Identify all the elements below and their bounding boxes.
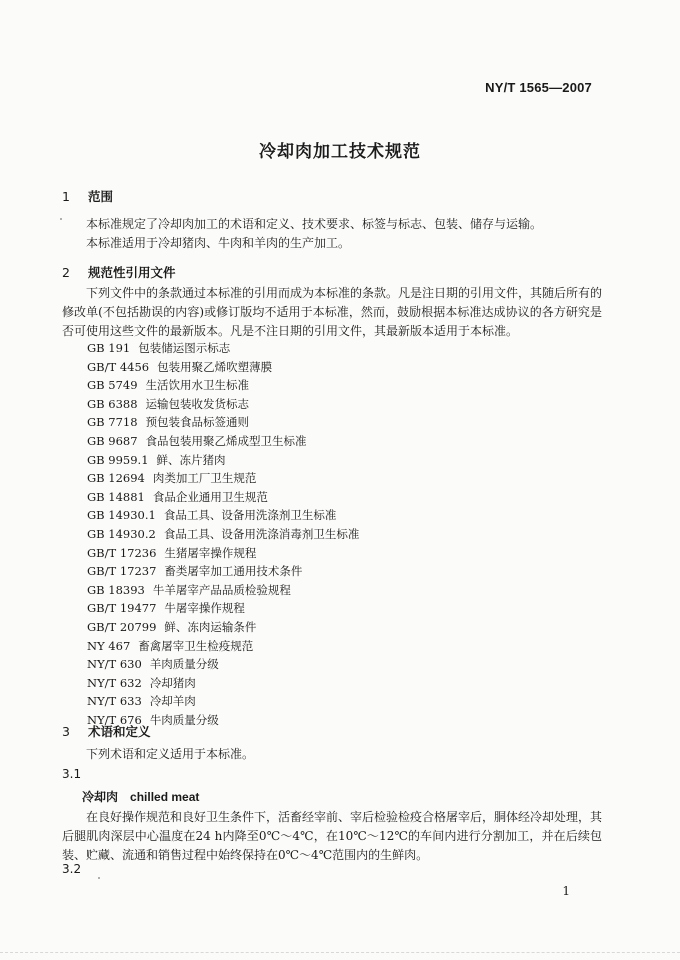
reference-title: 冷却羊肉	[149, 694, 196, 709]
scope-paragraph-1: 本标准规定了冷却肉加工的术语和定义、技术要求、标签与标志、包装、储存与运输。	[86, 217, 543, 231]
reference-code: GB 7718	[87, 415, 138, 430]
reference-item	[87, 376, 359, 395]
standard-code: NY/T 1565—2007	[485, 80, 592, 95]
page-number: 1	[562, 884, 570, 898]
reference-title: 肉类加工厂卫生规范	[152, 471, 257, 486]
term-definition: 在良好操作规范和良好卫生条件下，活畜经宰前、宰后检验检疫合格屠宰后，胴体经冷却处理，其后腿肌肉深层中心温度在24 h内降至0℃～4℃，在10℃～12℃的车间内进行分割加工，并在后续包装、贮藏、流通和销售过程中始终保持在0℃～4℃范围内的生鲜肉。	[62, 810, 603, 862]
reference-item	[87, 488, 359, 507]
terms-intro: 下列术语和定义适用于本标准。	[86, 747, 255, 761]
reference-item	[87, 674, 359, 693]
reference-title: 羊肉质量分级	[149, 657, 219, 672]
reference-title: 冷却猪肉	[149, 675, 196, 690]
scan-speck	[60, 218, 62, 220]
reference-code: GB 18393	[87, 582, 145, 597]
section-number: 2	[62, 265, 70, 280]
reference-title: 预包装食品标签通则	[145, 415, 250, 430]
reference-code: GB 14930.1	[87, 508, 156, 523]
reference-code: GB 14881	[87, 489, 145, 504]
reference-item	[87, 506, 359, 525]
section-title: 术语和定义	[88, 724, 151, 739]
reference-code: GB/T 17236	[87, 545, 157, 560]
reference-code: NY/T 630	[87, 657, 142, 672]
reference-title: 牛羊屠宰产品品质检验规程	[152, 582, 291, 597]
section-2-heading	[62, 263, 176, 281]
reference-item	[87, 413, 359, 432]
reference-item	[87, 339, 359, 358]
reference-title: 生活饮用水卫生标准	[145, 378, 250, 393]
reference-code: NY/T 633	[87, 694, 142, 709]
reference-item	[87, 395, 359, 414]
reference-item	[87, 432, 359, 451]
reference-title: 畜禽屠宰卫生检疫规范	[138, 638, 254, 653]
reference-item	[87, 655, 359, 674]
reference-item	[87, 525, 359, 544]
reference-item	[87, 581, 359, 600]
clause-3-1-number: 3.1	[62, 767, 82, 781]
reference-item	[87, 599, 359, 618]
scan-edge-line	[0, 952, 680, 953]
page-title: 冷却肉加工技术规范	[259, 142, 421, 162]
references-intro: 下列文件中的条款通过本标准的引用而成为本标准的条款。凡是注日期的引用文件，其随后所有的修改单(不包括勘误的内容)或修订版均不适用于本标准，然而，鼓励根据本标准达成协议的各方研究是否可使用这些文件的最新版本。凡是不注日期的引用文件，其最新版本适用于本标准。	[62, 286, 603, 338]
reference-code: GB 191	[87, 341, 131, 355]
reference-item	[87, 544, 359, 563]
reference-title: 畜类屠宰加工通用技术条件	[164, 564, 303, 579]
reference-code: GB 5749	[87, 378, 138, 393]
reference-title: 包装储运图示标志	[138, 341, 231, 355]
reference-code: GB 12694	[87, 471, 145, 486]
reference-item	[87, 562, 359, 581]
reference-title: 鲜、冻肉运输条件	[164, 619, 257, 634]
reference-code: NY/T 676	[87, 712, 142, 727]
term-english: chilled meat	[130, 790, 200, 804]
section-number: 1	[62, 189, 70, 204]
section-title: 规范性引用文件	[88, 265, 176, 280]
reference-code: GB 9687	[87, 433, 138, 448]
reference-code: GB 14930.2	[87, 526, 156, 541]
reference-code: GB/T 19477	[87, 601, 157, 616]
scan-speck	[98, 877, 100, 879]
reference-title: 生猪屠宰操作规程	[164, 545, 257, 560]
reference-title: 牛肉质量分级	[149, 712, 219, 727]
reference-item	[87, 618, 359, 637]
reference-title: 运输包装收发货标志	[145, 396, 250, 411]
reference-title: 食品工具、设备用洗涤剂卫生标准	[163, 508, 337, 523]
reference-item	[87, 358, 359, 377]
term-entry	[82, 788, 199, 805]
reference-title: 食品企业通用卫生规范	[152, 489, 268, 504]
reference-list	[87, 339, 359, 729]
reference-item	[87, 692, 359, 711]
reference-title: 食品包装用聚乙烯成型卫生标准	[145, 433, 307, 448]
clause-3-2-number: 3.2	[62, 862, 82, 876]
reference-item	[87, 451, 359, 470]
scope-paragraph-2: 本标准适用于冷却猪肉、牛肉和羊肉的生产加工。	[86, 236, 351, 250]
reference-code: NY/T 632	[87, 675, 142, 690]
section-title: 范围	[88, 189, 114, 204]
section-number: 3	[62, 724, 70, 739]
reference-code: GB 9959.1	[87, 452, 149, 467]
reference-code: GB/T 4456	[87, 359, 150, 374]
reference-title: 鲜、冻片猪肉	[156, 452, 226, 467]
reference-title: 食品工具、设备用洗涤消毒剂卫生标准	[163, 526, 360, 541]
reference-code: GB/T 20799	[87, 619, 157, 634]
term-chinese: 冷却肉	[82, 790, 119, 804]
section-1-heading	[62, 187, 113, 205]
reference-title: 包装用聚乙烯吹塑薄膜	[157, 359, 273, 374]
reference-title: 牛屠宰操作规程	[164, 601, 245, 616]
reference-code: GB/T 17237	[87, 564, 157, 579]
section-3-heading	[62, 722, 151, 740]
reference-item	[87, 637, 359, 656]
reference-code: GB 6388	[87, 396, 138, 411]
reference-item	[87, 469, 359, 488]
reference-code: NY 467	[87, 638, 131, 653]
